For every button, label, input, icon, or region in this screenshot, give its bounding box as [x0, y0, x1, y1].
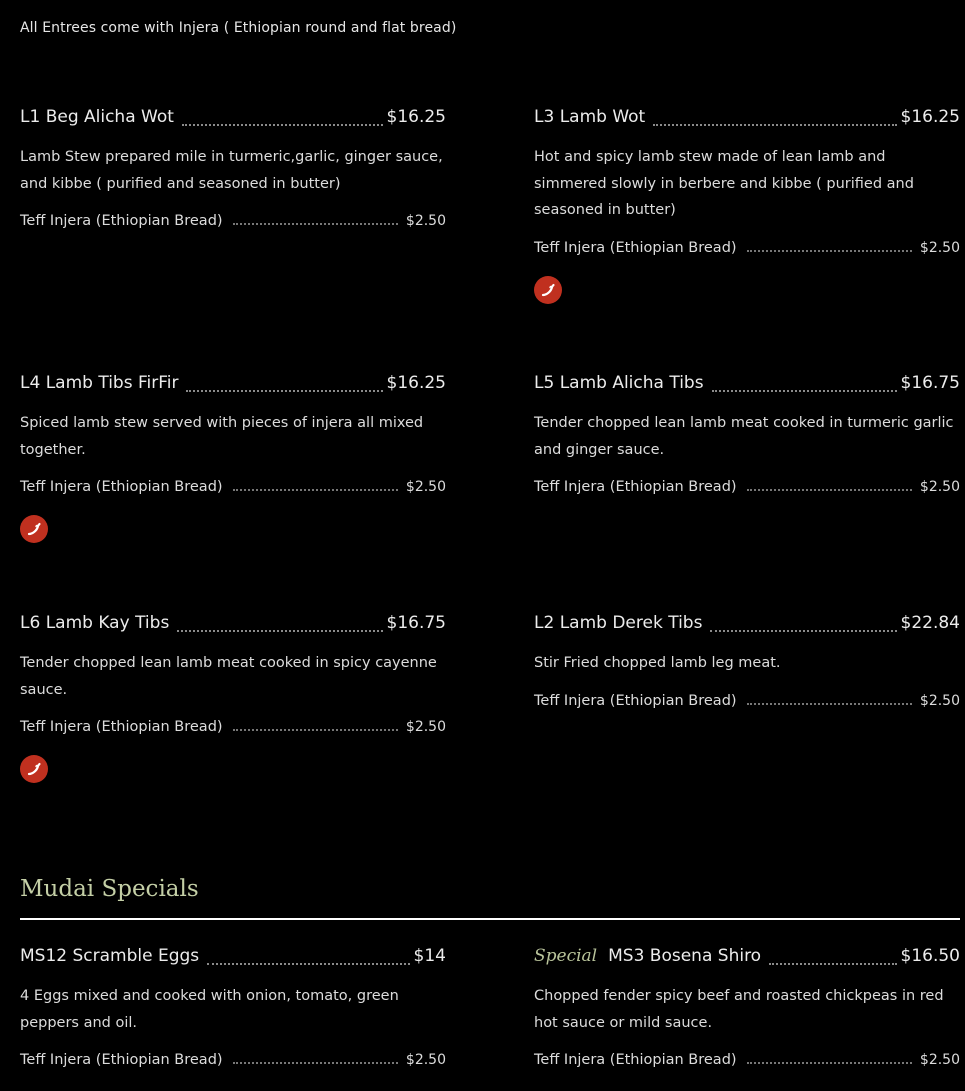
menu-item-description: 4 Eggs mixed and cooked with onion, tomato, green peppers and oil.	[20, 988, 399, 1031]
menu-item-addon	[534, 234, 960, 256]
section-title-mudai-specials: Mudai Specials	[20, 876, 199, 902]
menu-item-price: $16.75	[386, 613, 446, 633]
addon-label: Teff Injera (Ethiopian Bread)	[534, 692, 737, 709]
menu-item-l6	[20, 610, 446, 783]
addon-label: Teff Injera (Ethiopian Bread)	[534, 239, 737, 256]
menu-item-addon	[534, 1046, 960, 1068]
menu-item-name: MS3 Bosena Shiro	[608, 946, 762, 966]
menu-item-name: L3 Lamb Wot	[534, 107, 646, 127]
addon-label: Teff Injera (Ethiopian Bread)	[534, 479, 737, 495]
menu-intro-note: All Entrees come with Injera ( Ethiopian round and flat bread)	[20, 20, 457, 36]
leader-dots	[747, 703, 912, 705]
addon-label: Teff Injera (Ethiopian Bread)	[20, 719, 223, 735]
menu-item-addon	[20, 713, 446, 735]
menu-item-description: Spiced lamb stew served with pieces of injera all mixed together.	[20, 415, 424, 458]
menu-item-price: $16.25	[386, 107, 446, 127]
chili-pepper-icon	[534, 276, 562, 304]
menu-item-l1	[20, 104, 446, 229]
menu-item-l4	[20, 370, 446, 543]
leader-dots	[207, 963, 409, 965]
menu-item-description: Stir Fried chopped lamb leg meat.	[534, 655, 781, 671]
menu-item-addon	[534, 473, 960, 495]
addon-price: $2.50	[405, 213, 446, 229]
menu-item-name: L5 Lamb Alicha Tibs	[534, 373, 704, 393]
menu-item-price: $16.25	[900, 107, 960, 127]
menu-item-name: L2 Lamb Derek Tibs	[534, 613, 703, 633]
menu-item-ms3	[534, 943, 960, 1068]
menu-item-price: $16.50	[900, 946, 960, 966]
special-tag: Special	[534, 946, 598, 966]
leader-dots	[712, 390, 897, 392]
menu-item-l5	[534, 370, 960, 495]
addon-price: $2.50	[405, 479, 446, 495]
leader-dots	[233, 489, 398, 491]
menu-item-l3	[534, 104, 960, 304]
leader-dots	[747, 250, 912, 252]
menu-item-ms12	[20, 943, 446, 1068]
menu-item-addon	[534, 687, 960, 709]
menu-item-price: $16.75	[900, 373, 960, 393]
menu-item-description: Tender chopped lean lamb meat cooked in spicy cayenne sauce.	[20, 655, 437, 698]
leader-dots	[747, 1062, 912, 1064]
addon-price: $2.50	[919, 1052, 960, 1068]
addon-label: Teff Injera (Ethiopian Bread)	[534, 1052, 737, 1068]
leader-dots	[182, 124, 383, 126]
leader-dots	[233, 729, 398, 731]
leader-dots	[769, 963, 896, 965]
menu-item-addon	[20, 207, 446, 229]
addon-label: Teff Injera (Ethiopian Bread)	[20, 479, 223, 495]
menu-item-addon	[20, 473, 446, 495]
menu-item-name: L4 Lamb Tibs FirFir	[20, 373, 179, 393]
addon-price: $2.50	[919, 692, 960, 709]
leader-dots	[186, 390, 382, 392]
addon-label: Teff Injera (Ethiopian Bread)	[20, 1052, 223, 1068]
menu-item-l2	[534, 610, 960, 709]
addon-price: $2.50	[919, 239, 960, 256]
menu-item-name: L6 Lamb Kay Tibs	[20, 613, 170, 633]
menu-item-description: Lamb Stew prepared mile in turmeric,garlic, ginger sauce, and kibbe ( purified and seasoned in butter)	[20, 149, 443, 192]
leader-dots	[233, 1062, 398, 1064]
addon-price: $2.50	[405, 1052, 446, 1068]
addon-price: $2.50	[405, 719, 446, 735]
leader-dots	[710, 630, 896, 632]
menu-item-name: L1 Beg Alicha Wot	[20, 107, 174, 127]
menu-item-name: MS12 Scramble Eggs	[20, 946, 200, 966]
menu-item-price: $14	[413, 946, 446, 966]
addon-price: $2.50	[919, 479, 960, 495]
section-divider	[20, 918, 960, 920]
menu-item-description: Tender chopped lean lamb meat cooked in turmeric garlic and ginger sauce.	[534, 415, 954, 458]
menu-item-description: Hot and spicy lamb stew made of lean lamb and simmered slowly in berbere and kibbe ( purified and seasoned in butter)	[534, 149, 914, 218]
addon-label: Teff Injera (Ethiopian Bread)	[20, 213, 223, 229]
leader-dots	[233, 223, 398, 225]
leader-dots	[747, 489, 912, 491]
leader-dots	[653, 124, 896, 126]
menu-item-price: $22.84	[900, 613, 960, 633]
chili-pepper-icon	[20, 515, 48, 543]
leader-dots	[177, 630, 382, 632]
chili-pepper-icon	[20, 755, 48, 783]
menu-item-addon	[20, 1046, 446, 1068]
menu-item-description: Chopped fender spicy beef and roasted chickpeas in red hot sauce or mild sauce.	[534, 988, 944, 1031]
menu-item-price: $16.25	[386, 373, 446, 393]
